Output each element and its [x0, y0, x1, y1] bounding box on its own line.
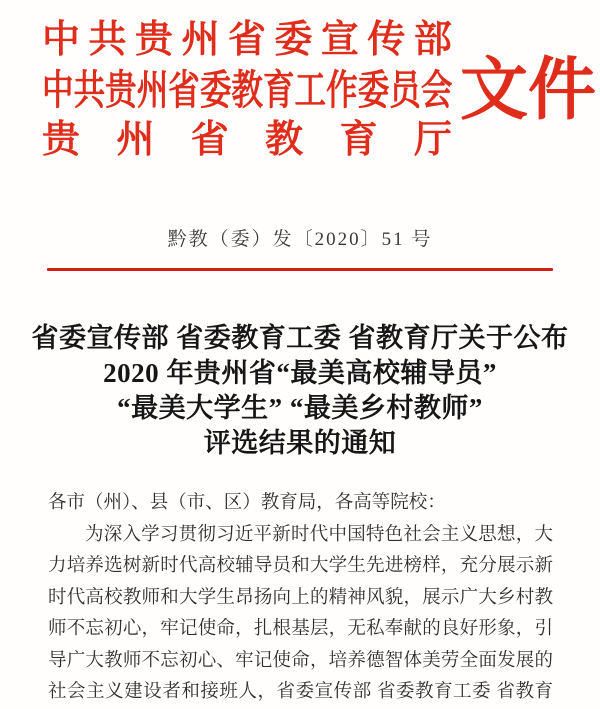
title-line-1: 省委宣传部 省委教育工委 省教育厅关于公布 — [31, 323, 569, 353]
salutation-line: 各市（州）、县（市、区）教育局，各高等院校： — [48, 493, 446, 513]
issuer-line-education-department: 贵 州 省 教 育 厅 — [42, 119, 452, 161]
paragraph-line: 师不忘初心，牢记使命，扎根基层，无私奉献的良好形象，引 — [48, 619, 553, 639]
paragraph-line: 导广大教师不忘初心、牢记使命，培养德智体美劳全面发展的 — [48, 650, 553, 671]
issuer-name-block — [42, 15, 452, 165]
document-type-label: 文件 — [460, 52, 597, 128]
issuer-line-education-work-committee: 中共贵州省委教育工作委员会 — [42, 67, 453, 113]
document-reference-number: 黔教（委）发〔2020〕51 号 — [167, 229, 433, 250]
document-title — [0, 321, 600, 461]
paragraph-line: 为深入学习贯彻习近平新时代中国特色社会主义思想，大 — [85, 524, 553, 545]
title-line-4: 评选结果的通知 — [203, 428, 397, 458]
title-line-2: 2020 年贵州省“最美高校辅导员” — [103, 358, 497, 388]
paragraph-line: 社会主义建设者和接班人，省委宣传部 省委教育工委 省教育 — [48, 682, 553, 702]
paragraph-line: 时代高校教师和大学生昂扬向上的精神风貌，展示广大乡村教 — [48, 587, 553, 608]
document-body — [0, 488, 600, 709]
red-letterhead — [0, 0, 600, 165]
paragraph-line: 力培养选树新时代高校辅导员和大学生先进榜样，充分展示新 — [48, 556, 553, 576]
red-divider-rule — [47, 268, 553, 271]
title-line-3: “最美大学生” “最美乡村教师” — [117, 393, 483, 423]
issuer-line-propaganda-dept: 中 共 贵 州 省 委 宣 传 部 — [42, 19, 452, 61]
